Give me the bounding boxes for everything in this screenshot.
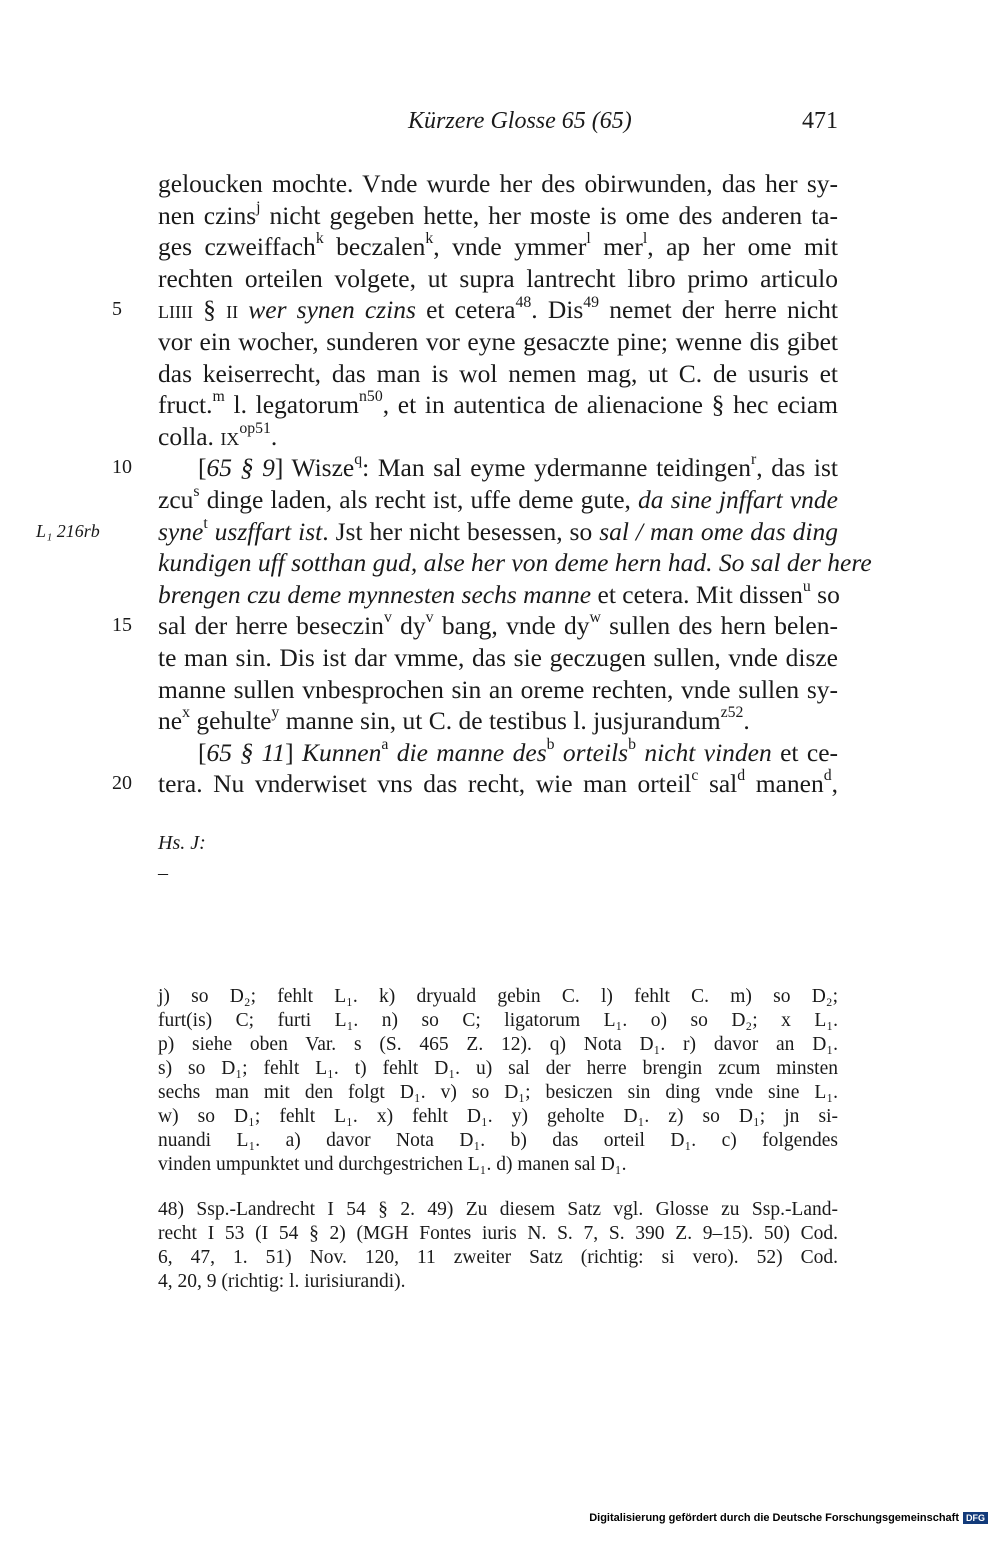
text-line: das keiserrecht, das man is wol nemen mag, ut C. de usuris et bbox=[158, 358, 838, 388]
funding-text: Digitalisierung gefördert durch die Deutsche Forschungsgemeinschaft bbox=[589, 1512, 959, 1524]
text-line: brengen czu deme mynnesten sechs manne et cetera. Mit dissen$^u$ so bbox=[158, 577, 840, 609]
main-text bbox=[36, 168, 872, 800]
critical-apparatus bbox=[158, 985, 838, 1177]
line-number: 20 bbox=[112, 772, 132, 795]
text-line: zcu$^s$ dinge laden, als recht ist, uffe deme gute, da sine jnffart vnde bbox=[158, 483, 838, 514]
text-line: kundigen uff sotthan gud, alse her von deme hern had. So sal der here bbox=[158, 548, 872, 578]
marginal-note: L₁ 216rb bbox=[36, 520, 100, 541]
dfg-logo: DFG bbox=[963, 1512, 988, 1524]
text-line: 10 [65 § 9] Wisze$^q$: Man sal eyme ydermanne teidingen$^r$, das ist bbox=[112, 451, 839, 483]
apparatus-line: p) siehe oben Var. s (S. 465 Z. 12). q) Nota D₁. r) davor an D₁. bbox=[158, 1034, 838, 1055]
manuscript-label: Hs. J: bbox=[158, 832, 206, 854]
text-line: [65 § 11] Kunnen$^a$ die manne des$^b$ orteils$^b$ nicht vinden et ce- bbox=[198, 735, 839, 767]
text-line: colla. $ix^{op51}$. bbox=[158, 419, 278, 451]
funding-notice bbox=[589, 1512, 988, 1524]
footnote-line: 48) Ssp.-Landrecht I 54 § 2. 49) Zu diesem Satz vgl. Glosse zu Ssp.-Land- bbox=[158, 1199, 838, 1220]
text-line: 15 sal der herre beseczin$^v$ $dy^v$ bang, vnde $dy^w$ sullen des hern belen- bbox=[112, 609, 838, 641]
text-line: te man sin. Dis ist dar vmme, das sie geczugen sullen, vnde disze bbox=[158, 642, 838, 672]
footnotes bbox=[158, 1198, 838, 1294]
running-title: Kürzere Glosse 65 (65) bbox=[408, 108, 632, 134]
footnote-line: 6, 47, 1. 51) Nov. 120, 11 zweiter Satz (richtig: si vero). 52) Cod. bbox=[158, 1247, 838, 1268]
text-line: nen czins$^j$ nicht gegeben hette, her moste is ome des anderen ta- bbox=[158, 198, 838, 230]
text-line: 5 liiii § ii wer synen czins et cetera$^{48}$. Dis$^{49}$ nemet der herre nicht bbox=[112, 293, 838, 325]
line-number: 15 bbox=[112, 614, 132, 637]
line-number: 5 bbox=[112, 298, 122, 321]
apparatus-line: furt(is) C; furti L₁. n) so C; ligatorum L₁. o) so D₂; x L₁. bbox=[158, 1010, 838, 1031]
page-number: 471 bbox=[802, 108, 838, 134]
apparatus-line: nuandi L₁. a) davor Nota D₁. b) das orteil D₁. c) folgendes bbox=[158, 1130, 838, 1151]
apparatus-line: j) so D₂; fehlt L₁. k) dryuald gebin C. l) fehlt C. m) so D₂; bbox=[158, 986, 838, 1007]
text-line: ges czweiffach$^k$ beczalen$^k$, vnde ymmer$^l$ mer$^l$, ap her ome mit bbox=[158, 230, 838, 262]
apparatus-line: vinden umpunktet und durchgestrichen L₁. d) manen sal D₁. bbox=[158, 1154, 627, 1175]
apparatus-line: s) so D₁; fehlt L₁. t) fehlt D₁. u) sal der herre brengin zcum minsten bbox=[158, 1058, 838, 1079]
text-line: rechten orteilen volgete, ut supra lantrecht libro primo articulo bbox=[158, 263, 838, 293]
text-line: manne sullen vnbesprochen sin an oreme rechten, vnde sullen sy- bbox=[158, 674, 838, 704]
text-line: L₁ 216rb syne$^t$ uszffart ist. Jst her nicht besessen, so sal / man ome das ding bbox=[36, 514, 839, 546]
text-line: geloucken mochte. Vnde wurde her des obirwunden, das her sy- bbox=[158, 169, 838, 198]
text-line: fruct.$^m$ l. legatorum$^{n50}$, et in autentica de alienacione § hec eciam bbox=[158, 388, 839, 420]
text-line: vor ein wocher, sunderen vor eyne gesaczte pine; wenne dis gibet bbox=[158, 326, 838, 356]
text-line: $ne^x$ gehulte$^y$ manne sin, ut C. de testibus l. jusjurandum$^{z52}$. bbox=[158, 704, 750, 736]
apparatus-line: sechs man mit den folgt D₁. v) so D₁; besiczen sin ding vnde sine L₁. bbox=[158, 1082, 838, 1103]
manuscript-dash: – bbox=[158, 862, 168, 884]
footnote-line: 4, 20, 9 (richtig: l. iurisiurandi). bbox=[158, 1271, 406, 1292]
apparatus-line: w) so D₁; fehlt L₁. x) fehlt D₁. y) geholte D₁. z) so D₁; jn si- bbox=[158, 1106, 838, 1127]
text-line: 20 tera. Nu vnderwiset vns das recht, wie man orteil$^c$ sal$^d$ manen$^d$, bbox=[112, 767, 838, 799]
line-number: 10 bbox=[112, 456, 132, 479]
footnote-line: recht I 53 (I 54 § 2) (MGH Fontes iuris N. S. 7, S. 390 Z. 9–15). 50) Cod. bbox=[158, 1223, 838, 1244]
page-header bbox=[158, 108, 838, 140]
